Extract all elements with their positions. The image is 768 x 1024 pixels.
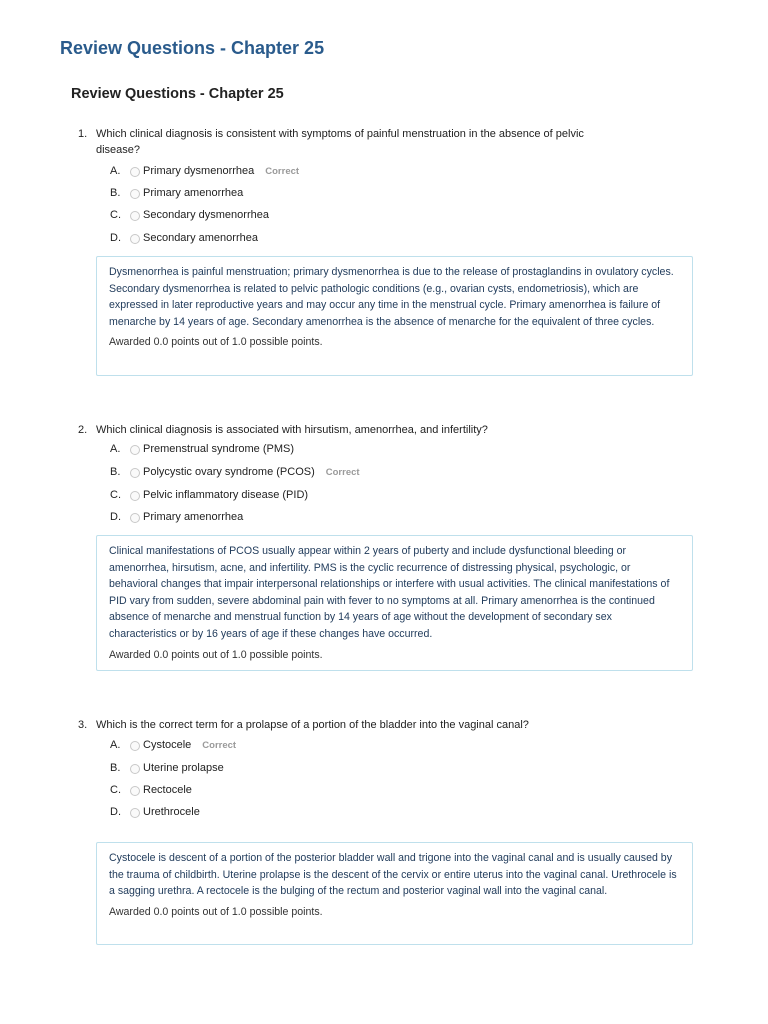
- choice-a[interactable]: [0, 441, 768, 457]
- choice-label: Primary amenorrhea: [143, 511, 244, 523]
- choice-text: [143, 760, 224, 776]
- radio-button[interactable]: [130, 468, 140, 478]
- feedback-box: [96, 256, 693, 376]
- radio-button[interactable]: [130, 513, 140, 523]
- choice-b[interactable]: [0, 185, 768, 201]
- correct-badge: Correct: [325, 467, 360, 478]
- score-text: Awarded 0.0 points out of 1.0 possible points.: [109, 905, 323, 918]
- choice-label: Urethrocele: [143, 806, 200, 818]
- choice-label: Polycystic ovary syndrome (PCOS): [143, 466, 315, 478]
- score-text: Awarded 0.0 points out of 1.0 possible points.: [109, 336, 323, 349]
- choice-letter: B.: [110, 187, 121, 199]
- choice-text: [143, 207, 269, 223]
- choice-label: Primary dysmenorrhea: [143, 165, 255, 177]
- choice-label: Uterine prolapse: [143, 762, 224, 774]
- choice-letter: B.: [110, 466, 121, 478]
- choice-text: [143, 230, 258, 246]
- choice-a[interactable]: [0, 163, 768, 179]
- choice-text: [143, 487, 308, 503]
- feedback-box: [96, 842, 693, 945]
- radio-button[interactable]: [130, 741, 140, 751]
- correct-badge: Correct: [202, 740, 237, 751]
- choice-d[interactable]: [0, 230, 768, 246]
- feedback-text: Dysmenorrhea is painful menstruation; primary dysmenorrhea is due to the release of prostaglandins in ovulatory cycles. Secondary dysmenorrhea is related to pelvic pathologic conditions (e.g., ovarian cysts, endometriosis), which are expressed in later reproductive years and may occur any time in the menstrual cycle. Primary amenorrhea is failure of menarche by 14 years of age. Secondary amenorrhea is the absence of menarche for the equivalent of three cycles.: [109, 266, 674, 328]
- choice-letter: D.: [110, 511, 121, 523]
- question-number: 1.: [78, 128, 88, 140]
- choice-letter: B.: [110, 762, 121, 774]
- choice-text: [143, 737, 236, 754]
- choice-letter: C.: [110, 209, 121, 221]
- choice-label: Secondary amenorrhea: [143, 232, 258, 244]
- feedback-box: [96, 535, 693, 671]
- choice-b[interactable]: [0, 760, 768, 776]
- choice-c[interactable]: [0, 207, 768, 223]
- radio-button[interactable]: [130, 445, 140, 455]
- radio-button[interactable]: [130, 189, 140, 199]
- question-stem: Which clinical diagnosis is consistent with symptoms of painful menstruation in the absence of pelvic disease?: [96, 128, 584, 156]
- choice-text: [143, 185, 243, 201]
- choice-c[interactable]: [0, 487, 768, 503]
- choice-a[interactable]: [0, 737, 768, 753]
- feedback-text: Cystocele is descent of a portion of the posterior bladder wall and trigone into the vaginal canal and is usually caused by the trauma of childbirth. Uterine prolapse is the descent of the cervix or entire uterus into the vaginal canal. Urethrocele is a sagging urethra. A rectocele is the bulging of the rectum and posterior vaginal wall into the vaginal canal.: [109, 852, 677, 898]
- question-number: 2.: [78, 424, 88, 436]
- choice-label: Premenstrual syndrome (PMS): [143, 443, 294, 455]
- radio-button[interactable]: [130, 234, 140, 244]
- score-text: Awarded 0.0 points out of 1.0 possible points.: [109, 648, 323, 661]
- radio-button[interactable]: [130, 167, 140, 177]
- choice-label: Rectocele: [143, 784, 192, 796]
- choice-letter: D.: [110, 806, 121, 818]
- choice-d[interactable]: [0, 509, 768, 525]
- radio-button[interactable]: [130, 211, 140, 221]
- question-number: 3.: [78, 719, 88, 731]
- section-title: Review Questions - Chapter 25: [71, 86, 284, 102]
- choice-letter: C.: [110, 489, 121, 501]
- radio-button[interactable]: [130, 764, 140, 774]
- page-title: Review Questions - Chapter 25: [60, 38, 325, 58]
- question-stem: Which clinical diagnosis is associated with hirsutism, amenorrhea, and infertility?: [96, 424, 488, 436]
- choice-label: Primary amenorrhea: [143, 187, 244, 199]
- question-stem: Which is the correct term for a prolapse of a portion of the bladder into the vaginal canal?: [96, 719, 529, 731]
- choice-letter: C.: [110, 784, 121, 796]
- choice-text: [143, 464, 360, 481]
- choice-label: Cystocele: [143, 739, 192, 751]
- correct-badge: Correct: [265, 166, 300, 177]
- choice-letter: A.: [110, 739, 121, 751]
- choice-letter: D.: [110, 232, 121, 244]
- choice-label: Secondary dysmenorrhea: [143, 209, 269, 221]
- feedback-text: Clinical manifestations of PCOS usually appear within 2 years of puberty and include dysfunctional bleeding or amenorrhea, hirsutism, acne, and infertility. PMS is the cyclic recurrence of distressing physical, psychologic, or behavioral changes that impair interpersonal relationships or interfere with usual activities. The clinical manifestations of PID vary from sudden, severe abdominal pain with fever to no symptoms at all. Primary amenorrhea is the continued absence of menarche and menstrual function by 14 years of age without the development of secondary sex characteristics or by 16 years of age if these changes have occurred.: [109, 545, 670, 640]
- radio-button[interactable]: [130, 808, 140, 818]
- radio-button[interactable]: [130, 786, 140, 796]
- choice-text: [143, 804, 200, 820]
- choice-letter: A.: [110, 443, 121, 455]
- choice-text: [143, 509, 243, 525]
- choice-d[interactable]: [0, 804, 768, 820]
- radio-button[interactable]: [130, 491, 140, 501]
- choice-text: [143, 782, 192, 798]
- choice-label: Pelvic inflammatory disease (PID): [143, 489, 309, 501]
- choice-text: [143, 163, 299, 180]
- choice-b[interactable]: [0, 464, 768, 480]
- choice-text: [143, 441, 294, 457]
- choice-letter: A.: [110, 165, 121, 177]
- choice-c[interactable]: [0, 782, 768, 798]
